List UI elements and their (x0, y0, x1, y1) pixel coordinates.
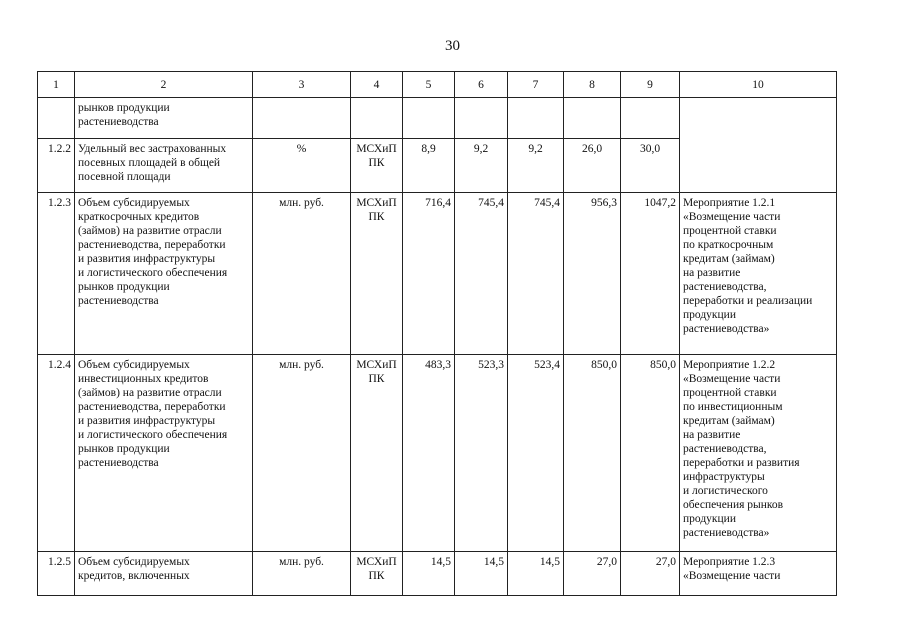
value-cell: 523,3 (455, 355, 508, 552)
source-cell: МСХиП ПК (351, 193, 403, 355)
unit-cell: % (253, 139, 351, 193)
table-row (38, 552, 837, 596)
value-cell: 956,3 (564, 193, 621, 355)
value-cell: 745,4 (508, 193, 564, 355)
header-cell: 6 (455, 72, 508, 98)
header-cell: 2 (75, 72, 253, 98)
value-cell: 1047,2 (621, 193, 680, 355)
header-cell: 3 (253, 72, 351, 98)
header-cell: 8 (564, 72, 621, 98)
value-cell: 14,5 (455, 552, 508, 596)
header-row (38, 72, 837, 98)
value-cell: 14,5 (403, 552, 455, 596)
indicator-name: Удельный вес застрахованных посевных площадей в общей посевной площади (75, 139, 253, 193)
header-cell: 1 (38, 72, 75, 98)
row-index: 1.2.5 (38, 552, 75, 596)
value-cell: 26,0 (564, 139, 621, 193)
page-number: 30 (445, 38, 460, 54)
source-cell: МСХиП ПК (351, 139, 403, 193)
value-cell: 14,5 (508, 552, 564, 596)
value-cell: 716,4 (403, 193, 455, 355)
unit-cell (253, 98, 351, 139)
value-cell (508, 98, 564, 139)
indicator-name: Объем субсидируемых кредитов, включенных (75, 552, 253, 596)
value-cell: 483,3 (403, 355, 455, 552)
table-row (38, 193, 837, 355)
unit-cell: млн. руб. (253, 355, 351, 552)
value-cell: 850,0 (564, 355, 621, 552)
indicator-name: рынков продукции растениеводства (75, 98, 253, 139)
source-cell: МСХиП ПК (351, 552, 403, 596)
indicator-name: Объем субсидируемых краткосрочных кредитов (займов) на развитие отрасли растениеводства, переработки и развития инфраструктуры и логистического обеспечения рынков продукции растениеводства (75, 193, 253, 355)
row-index: 1.2.2 (38, 139, 75, 193)
value-cell: 8,9 (403, 139, 455, 193)
value-cell: 9,2 (455, 139, 508, 193)
value-cell: 850,0 (621, 355, 680, 552)
measure-cell: Мероприятие 1.2.3 «Возмещение части (680, 552, 837, 596)
measure-cell: Мероприятие 1.2.2 «Возмещение части процентной ставки по инвестиционным кредитам (займам) на развитие растениеводства, переработки и развития инфраструктуры и логистического обеспечения рынков продукции растениеводства» (680, 355, 837, 552)
row-index: 1.2.3 (38, 193, 75, 355)
header-cell: 7 (508, 72, 564, 98)
source-cell (351, 98, 403, 139)
row-index (38, 98, 75, 139)
table-row (38, 98, 837, 139)
unit-cell: млн. руб. (253, 552, 351, 596)
unit-cell: млн. руб. (253, 193, 351, 355)
value-cell: 27,0 (621, 552, 680, 596)
header-cell: 10 (680, 72, 837, 98)
source-cell: МСХиП ПК (351, 355, 403, 552)
value-cell (564, 98, 621, 139)
value-cell (621, 98, 680, 139)
value-cell: 523,4 (508, 355, 564, 552)
value-cell (455, 98, 508, 139)
measure-cell: Мероприятие 1.2.1 «Возмещение части процентной ставки по краткосрочным кредитам (займам) на развитие растениеводства, переработки и реализации продукции растениеводства» (680, 193, 837, 355)
value-cell: 9,2 (508, 139, 564, 193)
table-row (38, 355, 837, 552)
header-cell: 5 (403, 72, 455, 98)
value-cell: 745,4 (455, 193, 508, 355)
row-index: 1.2.4 (38, 355, 75, 552)
header-cell: 4 (351, 72, 403, 98)
header-cell: 9 (621, 72, 680, 98)
value-cell: 27,0 (564, 552, 621, 596)
indicator-name: Объем субсидируемых инвестиционных кредитов (займов) на развитие отрасли растениеводства, переработки и развития инфраструктуры и логистического обеспечения рынков продукции растениеводства (75, 355, 253, 552)
value-cell (403, 98, 455, 139)
indicators-table (37, 71, 837, 596)
measure-cell (680, 98, 837, 193)
value-cell: 30,0 (621, 139, 680, 193)
